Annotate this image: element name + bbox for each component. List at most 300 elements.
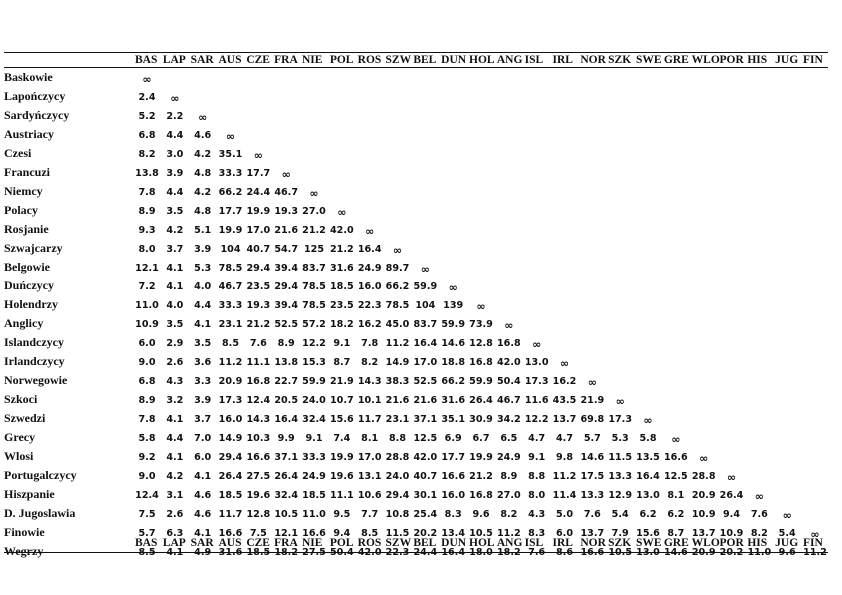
table-cell: 13.5	[636, 452, 660, 463]
table-cell: 28.8	[691, 470, 716, 482]
table-cell: 4.4	[194, 300, 212, 312]
table-cell: 8.9	[138, 205, 156, 217]
table-cell: 16.6	[663, 452, 688, 463]
table-cell: 23.1	[385, 414, 410, 426]
column-header-fin: FIN	[803, 54, 823, 66]
diagonal-infinity-cell: ∞	[532, 338, 542, 352]
row-label: Lapończycy	[4, 88, 66, 103]
table-cell: 27.0	[496, 489, 521, 501]
table-cell: 42.0	[357, 546, 382, 558]
table-cell: 17.7	[218, 205, 243, 217]
header-rule	[4, 67, 828, 68]
diagonal-infinity-cell: ∞	[448, 281, 458, 295]
table-cell: 19.9	[469, 452, 493, 463]
table-cell: 4.0	[194, 281, 212, 293]
diagonal-infinity-cell: ∞	[420, 262, 430, 276]
table-cell: 21.6	[385, 395, 410, 407]
table-cell: 9.1	[333, 338, 351, 350]
table-cell: 8.1	[667, 489, 685, 501]
diagonal-infinity-cell: ∞	[198, 110, 208, 124]
table-cell: 4.1	[166, 414, 184, 426]
table-cell: 17.0	[246, 224, 271, 236]
table-cell: 17.3	[524, 376, 549, 388]
table-cell: 4.6	[194, 508, 212, 520]
table-cell: 3.5	[194, 338, 212, 350]
table-cell: 7.5	[138, 508, 156, 520]
table-cell: 26.4	[218, 470, 243, 482]
table-cell: 3.2	[166, 395, 184, 407]
table-cell: 32.4	[274, 489, 298, 501]
diagonal-infinity-cell: ∞	[225, 129, 236, 143]
column-header-ros: ROS	[357, 54, 382, 66]
table-cell: 21.2	[302, 224, 326, 236]
table-cell: 7.6	[750, 508, 768, 520]
table-cell: 12.9	[608, 489, 632, 501]
column-header-szk: SZK	[608, 54, 632, 66]
table-cell: 7.9	[611, 527, 629, 539]
table-cell: 13.7	[552, 414, 577, 426]
table-cell: 37.1	[274, 452, 298, 463]
table-cell: 39.4	[274, 262, 298, 274]
row-label: Finowie	[4, 524, 45, 539]
table-cell: 20.5	[274, 395, 298, 407]
column-header-isl: ISL	[524, 54, 544, 66]
table-cell: 20.9	[218, 376, 243, 388]
table-cell: 24.9	[357, 262, 382, 274]
table-cell: 16.2	[552, 376, 577, 388]
table-cell: 24.9	[302, 470, 326, 482]
table-cell: 16.4	[357, 243, 382, 255]
table-cell: 13.7	[691, 527, 716, 539]
column-header-sar: SAR	[190, 54, 214, 66]
table-cell: 29.4	[218, 452, 243, 463]
table-cell: 11.2	[496, 527, 521, 539]
table-cell: 17.7	[246, 167, 271, 179]
row-label: Hiszpanie	[4, 486, 55, 501]
table-cell: 2.6	[166, 508, 184, 520]
table-cell: 18.8	[441, 357, 465, 369]
table-cell: 5.4	[611, 508, 629, 520]
table-cell: 19.3	[274, 205, 298, 217]
table-cell: 7.8	[138, 186, 156, 198]
table-cell: 78.5	[302, 281, 326, 293]
table-cell: 16.4	[413, 338, 438, 350]
table-cell: 26.4	[469, 395, 493, 407]
table-cell: 4.1	[194, 527, 212, 539]
column-header-szw: SZW	[385, 54, 412, 66]
table-cell: 7.6	[249, 338, 267, 350]
column-footer-gre: GRE	[663, 537, 689, 549]
table-cell: 24.4	[413, 546, 438, 558]
table-cell: 9.6	[472, 508, 490, 520]
table-cell: 27.5	[246, 470, 271, 482]
table-cell: 66.2	[441, 376, 465, 388]
table-cell: 4.2	[166, 224, 184, 236]
table-cell: 10.5	[274, 508, 298, 520]
table-cell: 4.1	[166, 546, 184, 558]
table-cell: 5.0	[556, 508, 573, 520]
row-label: Portugalczycy	[4, 467, 77, 482]
table-cell: 16.0	[441, 489, 465, 501]
table-cell: 54.7	[274, 243, 298, 255]
column-footer-hol: HOL	[469, 537, 495, 549]
table-cell: 66.2	[385, 281, 410, 293]
column-footer-fra: FRA	[274, 537, 298, 549]
table-cell: 13.0	[524, 357, 549, 369]
table-cell: 11.0	[135, 300, 159, 312]
table-cell: 4.1	[166, 452, 184, 463]
table-cell: 16.4	[441, 546, 465, 558]
table-cell: 73.9	[469, 319, 493, 331]
table-cell: 12.8	[469, 338, 493, 350]
table-cell: 40.7	[413, 470, 438, 482]
table-cell: 17.3	[218, 395, 243, 407]
row-label: Czesi	[4, 145, 32, 160]
column-footer-his: HIS	[747, 537, 768, 549]
table-cell: 59.9	[441, 319, 465, 331]
column-header-swe: SWE	[636, 54, 662, 66]
table-cell: 46.7	[274, 186, 298, 198]
row-label: Austriacy	[4, 126, 54, 141]
table-cell: 9.1	[528, 452, 546, 463]
table-cell: 35.1	[218, 148, 243, 160]
table-cell: 9.6	[778, 546, 796, 558]
table-cell: 26.4	[719, 489, 744, 501]
table-cell: 11.0	[747, 546, 772, 558]
table-cell: 3.5	[166, 319, 184, 331]
table-cell: 59.9	[469, 376, 493, 388]
table-cell: 8.3	[444, 508, 462, 520]
table-cell: 17.5	[580, 470, 605, 482]
table-cell: 8.9	[277, 338, 295, 350]
table-cell: 3.6	[194, 357, 212, 369]
diagonal-infinity-cell: ∞	[754, 489, 764, 503]
diagonal-infinity-cell: ∞	[810, 527, 820, 541]
table-cell: 7.2	[138, 281, 156, 293]
table-cell: 13.1	[357, 470, 382, 482]
row-label: Szwajcarzy	[4, 240, 63, 255]
column-header-por: POR	[719, 54, 744, 66]
table-cell: 18.0	[469, 546, 493, 558]
table-cell: 20.2	[719, 546, 744, 558]
table-cell: 104	[220, 243, 241, 255]
table-cell: 16.8	[469, 357, 493, 369]
table-cell: 45.0	[385, 319, 410, 331]
column-footer-lap: LAP	[162, 537, 186, 549]
table-cell: 66.2	[218, 186, 243, 198]
table-cell: 12.5	[413, 433, 438, 445]
table-cell: 5.2	[138, 110, 156, 122]
table-cell: 9.3	[138, 224, 156, 236]
column-footer-isl: ISL	[524, 537, 544, 549]
table-cell: 4.8	[194, 167, 212, 179]
row-label: Baskowie	[4, 70, 53, 84]
column-header-pol: POL	[329, 54, 354, 66]
table-cell: 2.4	[138, 91, 156, 103]
row-label: Polacy	[4, 202, 38, 217]
table-cell: 10.1	[357, 395, 382, 407]
table-cell: 16.4	[274, 414, 298, 426]
table-cell: 14.9	[385, 357, 410, 369]
table-cell: 8.7	[667, 527, 685, 539]
table-cell: 19.9	[218, 224, 243, 236]
table-cell: 14.3	[357, 376, 382, 388]
diagonal-infinity-cell: ∞	[309, 186, 319, 200]
table-cell: 6.0	[194, 452, 212, 463]
row-label: Szwedzi	[4, 411, 46, 426]
table-cell: 6.8	[138, 376, 156, 388]
table-cell: 7.8	[361, 338, 379, 350]
table-cell: 16.8	[496, 338, 521, 350]
table-cell: 14.6	[441, 338, 465, 350]
table-cell: 7.7	[361, 508, 379, 520]
table-cell: 9.1	[305, 433, 323, 445]
table-cell: 31.6	[441, 395, 465, 407]
table-cell: 46.7	[496, 395, 521, 407]
table-cell: 139	[443, 300, 464, 312]
table-cell: 46.7	[218, 281, 243, 293]
column-footer-ang: ANG	[496, 537, 523, 549]
table-cell: 4.1	[166, 281, 184, 293]
table-cell: 50.4	[496, 376, 521, 388]
table-cell: 13.0	[636, 489, 660, 501]
table-cell: 14.6	[663, 546, 688, 558]
diagonal-infinity-cell: ∞	[337, 205, 347, 219]
table-cell: 43.5	[552, 395, 577, 407]
diagonal-infinity-cell: ∞	[476, 300, 486, 314]
table-cell: 5.8	[138, 433, 156, 445]
table-cell: 8.1	[361, 433, 379, 445]
table-cell: 12.2	[302, 338, 326, 350]
column-header-bel: BEL	[413, 54, 437, 66]
table-cell: 7.4	[333, 433, 351, 445]
table-cell: 8.2	[361, 357, 379, 369]
table-cell: 8.6	[556, 546, 573, 558]
table-cell: 57.2	[302, 319, 326, 331]
table-cell: 52.5	[274, 319, 298, 331]
diagonal-infinity-cell: ∞	[170, 91, 180, 105]
table-cell: 6.2	[667, 508, 685, 520]
table-cell: 17.7	[441, 452, 465, 463]
table-cell: 5.3	[194, 262, 212, 274]
column-header-his: HIS	[747, 54, 768, 66]
diagonal-infinity-cell: ∞	[281, 167, 291, 181]
row-label: Wegrzy	[4, 543, 44, 558]
table-cell: 125	[303, 243, 325, 255]
table-cell: 78.5	[385, 300, 410, 312]
table-cell: 12.2	[524, 414, 549, 426]
table-cell: 3.9	[166, 167, 184, 179]
table-cell: 33.3	[218, 167, 243, 179]
table-cell: 2.6	[166, 357, 184, 369]
table-cell: 83.7	[413, 319, 438, 331]
diagonal-infinity-cell: ∞	[365, 224, 375, 238]
table-cell: 3.9	[194, 395, 212, 407]
table-cell: 8.5	[361, 527, 379, 539]
table-cell: 11.5	[385, 527, 410, 539]
column-header-ang: ANG	[496, 54, 523, 66]
table-cell: 6.0	[138, 338, 156, 350]
table-cell: 7.6	[583, 508, 601, 520]
table-cell: 8.2	[750, 527, 768, 539]
table-cell: 3.5	[166, 205, 184, 217]
table-cell: 10.9	[719, 527, 744, 539]
table-cell: 9.2	[138, 452, 156, 463]
table-cell: 13.8	[135, 167, 159, 179]
table-cell: 11.4	[552, 489, 577, 501]
column-header-nor: NOR	[580, 54, 606, 66]
table-cell: 11.7	[357, 414, 382, 426]
table-cell: 5.3	[611, 433, 629, 445]
table-cell: 83.7	[302, 262, 326, 274]
row-label: Francuzi	[4, 164, 50, 179]
diagonal-infinity-cell: ∞	[253, 148, 263, 162]
row-label: Wlosi	[4, 449, 34, 463]
table-cell: 9.5	[333, 508, 351, 520]
column-header-irl: IRL	[552, 54, 573, 66]
table-cell: 4.1	[194, 319, 212, 331]
table-cell: 8.2	[500, 508, 518, 520]
table-cell: 24.4	[246, 186, 271, 198]
table-cell: 5.7	[138, 527, 156, 539]
table-cell: 2.2	[166, 110, 184, 122]
column-footer-por: POR	[719, 537, 744, 549]
column-footer-dun: DUN	[441, 537, 467, 549]
column-footer-pol: POL	[329, 537, 354, 549]
column-header-nie: NIE	[302, 54, 323, 66]
table-cell: 3.9	[194, 243, 212, 255]
row-label: Irlandczycy	[4, 354, 65, 369]
table-cell: 42.0	[413, 452, 438, 463]
table-cell: 17.3	[608, 414, 632, 426]
table-cell: 12.8	[246, 508, 271, 520]
row-label: Anglicy	[4, 316, 44, 331]
table-cell: 19.6	[329, 470, 354, 482]
table-cell: 3.0	[166, 148, 184, 160]
table-cell: 15.6	[636, 527, 660, 539]
table-cell: 8.9	[500, 470, 518, 482]
table-cell: 16.6	[218, 527, 243, 539]
table-cell: 13.3	[580, 489, 605, 501]
table-cell: 78.5	[218, 262, 243, 274]
table-cell: 12.1	[135, 262, 159, 274]
table-cell: 6.7	[472, 433, 490, 445]
table-cell: 10.8	[385, 508, 410, 520]
table-cell: 13.7	[580, 527, 605, 539]
table-cell: 104	[415, 300, 436, 312]
table-cell: 8.5	[138, 546, 156, 558]
table-cell: 18.5	[302, 489, 326, 501]
table-cell: 29.4	[385, 489, 410, 501]
table-cell: 25.4	[413, 508, 438, 520]
table-cell: 10.5	[608, 546, 632, 558]
table-cell: 6.5	[500, 433, 518, 445]
table-cell: 4.6	[194, 489, 212, 501]
table-cell: 20.9	[691, 489, 716, 501]
table-cell: 3.7	[166, 243, 184, 255]
table-cell: 23.5	[246, 281, 271, 293]
table-cell: 4.3	[166, 376, 184, 388]
table-cell: 10.5	[469, 527, 493, 539]
table-cell: 8.8	[389, 433, 406, 445]
table-cell: 4.3	[528, 508, 546, 520]
diagonal-infinity-cell: ∞	[643, 414, 653, 428]
table-cell: 14.3	[246, 414, 271, 426]
column-header-aus: AUS	[218, 54, 242, 66]
table-cell: 21.2	[246, 319, 271, 331]
table-cell: 17.0	[413, 357, 438, 369]
table-cell: 59.9	[302, 376, 326, 388]
table-cell: 4.7	[556, 433, 573, 445]
column-header-lap: LAP	[162, 54, 186, 66]
table-cell: 11.2	[385, 338, 410, 350]
table-cell: 59.9	[413, 281, 438, 293]
row-label: D. Jugoslawia	[4, 505, 76, 520]
column-footer-ros: ROS	[357, 537, 382, 549]
table-cell: 33.3	[302, 452, 326, 463]
table-cell: 15.6	[329, 414, 354, 426]
table-cell: 21.2	[469, 470, 493, 482]
table-cell: 21.2	[329, 243, 354, 255]
table-cell: 12.5	[663, 470, 688, 482]
table-cell: 10.3	[246, 433, 271, 445]
column-header-bas: BAS	[135, 54, 158, 66]
table-cell: 8.3	[528, 527, 546, 539]
table-cell: 8.8	[528, 470, 546, 482]
table-cell: 5.4	[778, 527, 796, 539]
table-cell: 30.1	[413, 489, 438, 501]
column-header-hol: HOL	[469, 54, 495, 66]
column-footer-szk: SZK	[608, 537, 632, 549]
table-cell: 9.9	[277, 433, 295, 445]
table-cell: 4.1	[194, 470, 212, 482]
table-cell: 19.9	[329, 452, 354, 463]
table-cell: 3.1	[166, 489, 184, 501]
row-label: Islandczycy	[4, 335, 64, 350]
table-cell: 16.4	[636, 470, 660, 482]
column-header-jug: JUG	[775, 54, 799, 66]
diagonal-infinity-cell: ∞	[142, 73, 152, 86]
table-cell: 18.5	[246, 546, 271, 558]
table-cell: 5.8	[639, 433, 657, 445]
table-cell: 22.3	[357, 300, 382, 312]
table-cell: 29.4	[274, 281, 298, 293]
table-cell: 15.3	[302, 357, 326, 369]
table-cell: 16.0	[357, 281, 382, 293]
diagonal-infinity-cell: ∞	[782, 508, 792, 522]
column-footer-aus: AUS	[218, 537, 242, 549]
table-cell: 19.6	[246, 489, 271, 501]
table-cell: 35.1	[441, 414, 465, 426]
table-cell: 2.9	[166, 338, 184, 350]
table-cell: 11.0	[302, 508, 326, 520]
table-cell: 4.4	[166, 433, 184, 445]
column-footer-irl: IRL	[552, 537, 573, 549]
table-cell: 3.7	[194, 414, 212, 426]
table-cell: 10.6	[357, 489, 382, 501]
table-cell: 21.6	[413, 395, 438, 407]
table-cell: 27.5	[302, 546, 326, 558]
table-cell: 26.4	[274, 470, 298, 482]
table-cell: 69.8	[580, 414, 605, 426]
table-cell: 18.2	[329, 319, 354, 331]
table-cell: 42.0	[329, 224, 354, 236]
table-cell: 32.4	[302, 414, 326, 426]
column-footer-bas: BAS	[135, 537, 158, 549]
table-cell: 13.0	[636, 546, 660, 558]
table-cell: 3.3	[194, 376, 212, 388]
table-cell: 23.1	[218, 319, 243, 331]
